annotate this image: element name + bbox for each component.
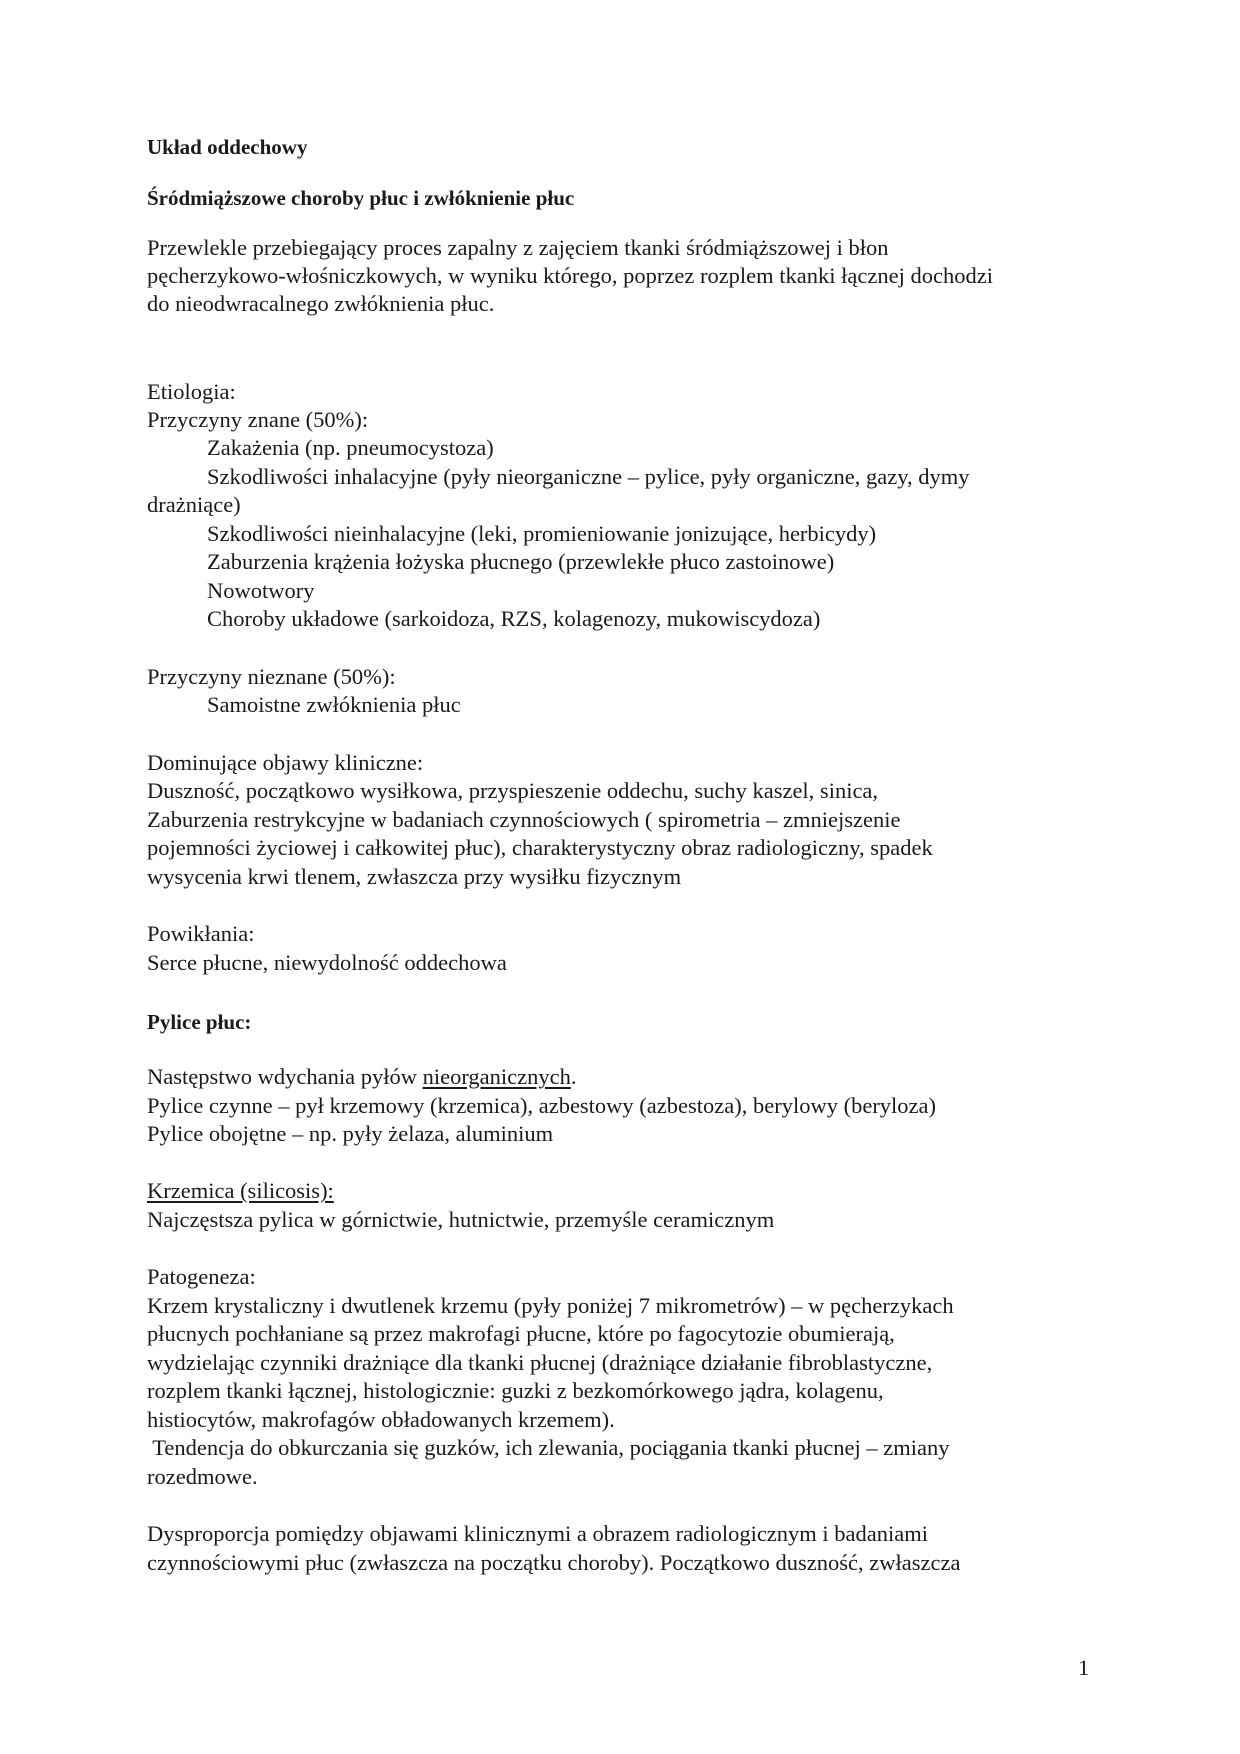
known-cause-item: Szkodliwości inhalacyjne (pyły nieorganiczne – pylice, pyły organiczne, gazy, dymy <box>207 464 970 489</box>
unknown-cause-item: Samoistne zwłóknienia płuc <box>207 692 461 717</box>
document-title: Układ oddechowy <box>147 135 308 159</box>
known-cause-item: Zaburzenia krążenia łożyska płucnego (przewlekłe płuco zastoinowe) <box>207 549 835 574</box>
page-number: 1 <box>1078 1655 1090 1680</box>
unknown-causes-label: Przyczyny nieznane (50%): <box>147 664 396 689</box>
intro-line-2: pęcherzykowo-włośniczkowych, w wyniku którego, poprzez rozplem tkanki łącznej dochodzi <box>147 263 993 288</box>
known-causes-label: Przyczyny znane (50%): <box>147 407 369 432</box>
etiology-label: Etiologia: <box>147 379 236 404</box>
silicosis-heading: Krzemica (silicosis): <box>147 1178 334 1203</box>
pathogenesis-line: płucnych pochłaniane są przez makrofagi płucne, które po fagocytozie obumierają, <box>147 1321 895 1346</box>
intro-line-3: do nieodwracalnego zwłóknienia płuc. <box>147 291 495 316</box>
symptoms-line: pojemności życiowej i całkowitej płuc), charakterystyczny obraz radiologiczny, spadek <box>147 835 933 860</box>
symptoms-line: Zaburzenia restrykcyjne w badaniach czynnościowych ( spirometria – zmniejszenie <box>147 807 901 832</box>
complications-text: Serce płucne, niewydolność oddechowa <box>147 950 507 975</box>
known-cause-item: Choroby układowe (sarkoidoza, RZS, kolagenozy, mukowiscydoza) <box>207 606 821 631</box>
symptoms-line: wysycenia krwi tlenem, zwłaszcza przy wysiłku fizycznym <box>147 864 682 889</box>
intro-line-1: Przewlekle przebiegający proces zapalny z zajęciem tkanki śródmiąższowej i błon <box>147 235 889 260</box>
known-cause-item: Zakażenia (np. pneumocystoza) <box>207 435 494 460</box>
dysproportion-line: Dysproporcja pomiędzy objawami klinicznymi a obrazem radiologicznym i badaniami <box>147 1521 929 1546</box>
symptoms-line: Duszność, początkowo wysiłkowa, przyspieszenie oddechu, suchy kaszel, sinica, <box>147 778 879 803</box>
known-cause-item: Nowotwory <box>207 578 315 603</box>
dysproportion-line: czynnościowymi płuc (zwłaszcza na początku choroby). Początkowo duszność, zwłaszcza <box>147 1550 961 1575</box>
line1-prefix: Następstwo wdychania pyłów <box>147 1064 423 1089</box>
pneumoconiosis-line-2: Pylice czynne – pył krzemowy (krzemica), azbestowy (azbestoza), berylowy (beryloza) <box>147 1093 937 1118</box>
complications-label: Powikłania: <box>147 921 255 946</box>
pathogenesis-line: histiocytów, makrofagów obładowanych krzemem). <box>147 1407 615 1432</box>
known-cause-item-continuation: drażniące) <box>147 492 241 517</box>
pathogenesis-label: Patogeneza: <box>147 1264 256 1289</box>
line1-suffix: . <box>570 1064 577 1089</box>
section-heading-pneumoconiosis: Pylice płuc: <box>147 1010 252 1034</box>
underlined-term: nieorganicznych <box>422 1064 571 1089</box>
pathogenesis-line: rozedmowe. <box>147 1464 258 1489</box>
pathogenesis-line: Tendencja do obkurczania się guzków, ich zlewania, pociągania tkanki płucnej – zmiany <box>147 1435 950 1460</box>
silicosis-text: Najczęstsza pylica w górnictwie, hutnictwie, przemyśle ceramicznym <box>147 1207 775 1232</box>
symptoms-label: Dominujące objawy kliniczne: <box>147 750 424 775</box>
known-cause-item: Szkodliwości nieinhalacyjne (leki, promieniowanie jonizujące, herbicydy) <box>207 521 877 546</box>
pneumoconiosis-line-3: Pylice obojętne – np. pyły żelaza, aluminium <box>147 1121 554 1146</box>
section-heading-interstitial: Śródmiąższowe choroby płuc i zwłóknienie płuc <box>147 186 575 210</box>
pneumoconiosis-line-1 <box>147 1063 576 1091</box>
pathogenesis-line: wydzielając czynniki drażniące dla tkanki płucnej (drażniące działanie fibroblastyczne, <box>147 1350 933 1375</box>
pathogenesis-line: rozplem tkanki łącznej, histologicznie: guzki z bezkomórkowego jądra, kolagenu, <box>147 1378 884 1403</box>
pathogenesis-line: Krzem krystaliczny i dwutlenek krzemu (pyły poniżej 7 mikrometrów) – w pęcherzykach <box>147 1293 954 1318</box>
